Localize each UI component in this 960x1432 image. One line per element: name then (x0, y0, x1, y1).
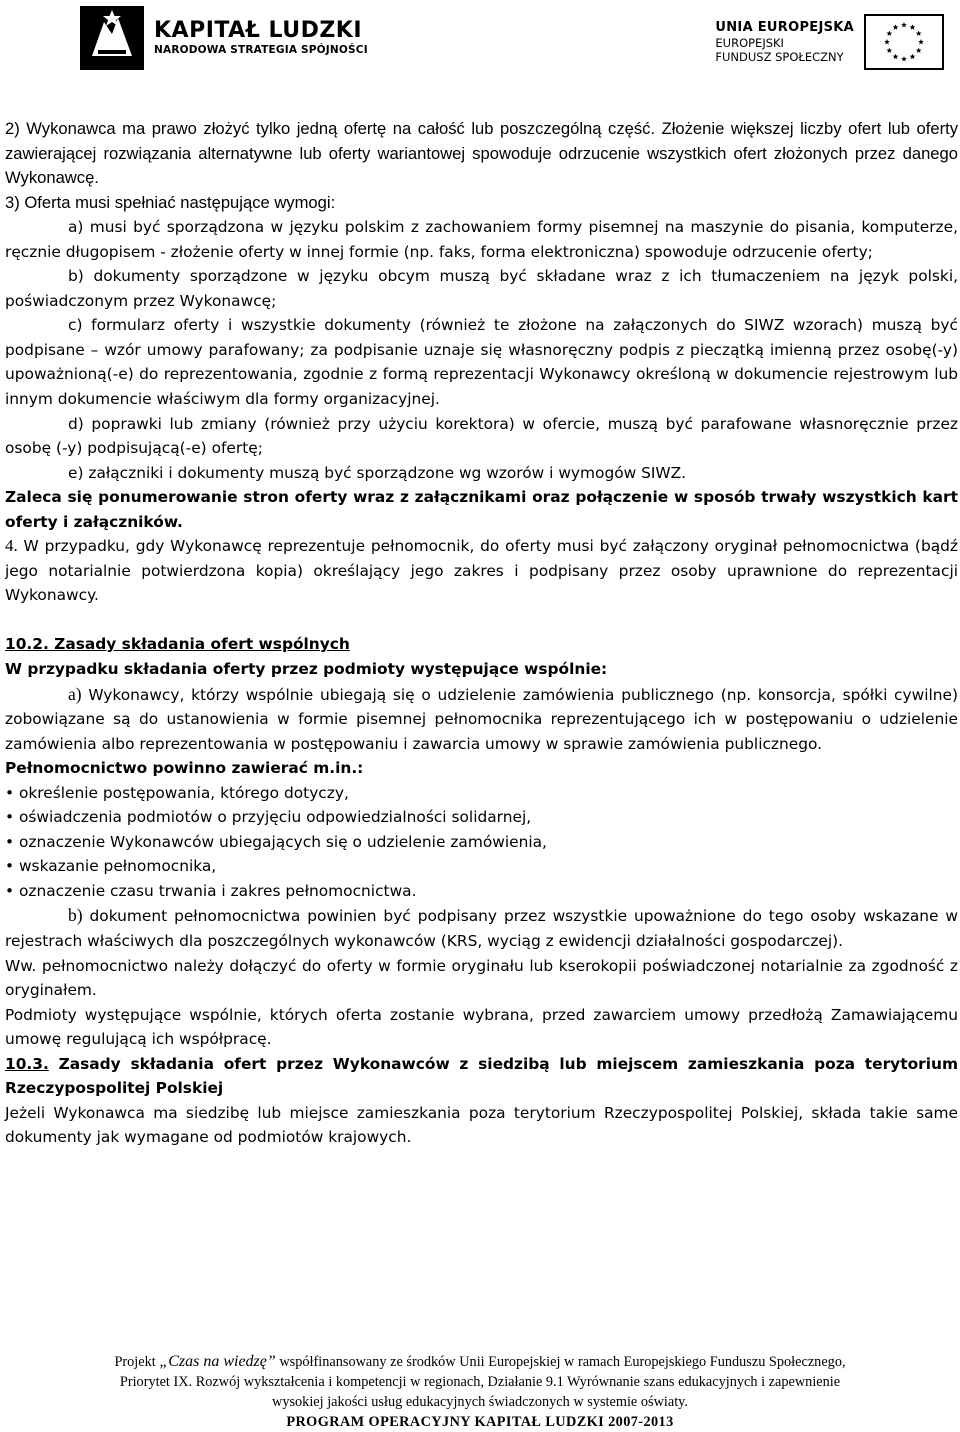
requirement-d: d) poprawki lub zmiany (również przy użyciu korektora) w ofercie, muszą być parafowane własnoręcznie przez osobę (-y) podpisującą(-e) ofertę; (5, 414, 958, 458)
paragraph-3-intro: 3) Oferta musi spełniać następujące wymogi: (5, 192, 336, 212)
page-footer (0, 1352, 960, 1432)
power-of-attorney-heading: Pełnomocnictwo powinno zawierać m.in.: (5, 759, 364, 778)
kapital-ludzki-subtitle: NARODOWA STRATEGIA SPÓJNOŚCI (154, 44, 368, 56)
eu-line2: EUROPEJSKI (715, 36, 784, 50)
section-10-2-heading: 10.2. Zasady składania ofert wspólnych (5, 635, 350, 654)
paragraph-2: 2) Wykonawca ma prawo złożyć tylko jedną ofertę na całość lub poszczególną część. Złożenie większej liczby ofert lub oferty zawierającej rozwiązania alternatywne lub oferty wariantowej spowoduje odrzucenie wszystkich ofert złożonych przez danego Wykonawcę. (5, 119, 958, 188)
joint-b: b) dokument pełnomocnictwa powinien być podpisany przez wszystkie upoważnione do tego osoby wskazane w rejestrach właściwych dla poszczególnych wykonawców (KRS, wyciąg z ewidencji działalności gospodarczej). (5, 905, 958, 950)
paragraph-4-text: W przypadku, gdy Wykonawcę reprezentuje pełnomocnik, do oferty musi być załączony oryginał pełnomocnictwa (bądź jego notarialnie potwierdzona kopia) określający jego zakres i podpisany przez osoby uprawnione do reprezentacji Wykonawcy. (5, 537, 958, 605)
eu-logo (715, 14, 944, 70)
kapital-ludzki-logo-icon (78, 4, 146, 72)
eu-flag-icon (864, 14, 944, 70)
section-10-2-subheading: W przypadku składania oferty przez podmioty występujące wspólnie: (5, 659, 608, 678)
list-item: • oznaczenie czasu trwania i zakres pełnomocnictwa. (5, 881, 417, 900)
bold-recommendation: Zaleca się ponumerowanie stron oferty wraz z załącznikami oraz połączenie w sposób trwały wszystkich kart oferty i załączników. (5, 488, 958, 531)
document-body (5, 117, 958, 1150)
list-item: • oznaczenie Wykonawców ubiegających się o udzielenie zamówienia, (5, 832, 547, 851)
paragraph-4 (5, 534, 958, 608)
project-title: „Czas na wiedzę” (159, 1353, 276, 1370)
requirement-e: e) załączniki i dokumenty muszą być sporządzone wg wzorów i wymogów SIWZ. (68, 463, 687, 482)
section-10-3-heading: 10.3. Zasady składania ofert przez Wykonawców z siedzibą lub miejscem zamieszkania poza terytorium Rzeczypospolitej Polskiej (5, 1054, 958, 1098)
list-item: • określenie postępowania, którego dotyczy, (5, 783, 349, 802)
footer-line-1: Projekt „Czas na wiedzę” współfinansowany ze środków Unii Europejskiej w ramach Europejskiego Funduszu Społecznego, (114, 1353, 846, 1370)
ww-paragraph: Ww. pełnomocnictwo należy dołączyć do oferty w formie oryginału lub kserokopii poświadczonej notarialnie za zgodność z oryginałem. (5, 956, 958, 1000)
footer-line-3: wysokiej jakości usług edukacyjnych świadczonych w systemie oświaty. (272, 1394, 688, 1410)
podmioty-paragraph: Podmioty występujące wspólnie, których oferta zostanie wybrana, przed zawarciem umowy przedłożą Zamawiającemu umowę regulującą ich współpracę. (5, 1005, 958, 1049)
joint-a: a) Wykonawcy, którzy wspólnie ubiegają się o udzielenie zamówienia publicznego (np. konsorcja, spółki cywilne) zobowiązane są do ustanowienia w formie pisemnej pełnomocnika reprezentującego ich w postępowaniu o udzielenie zamówienia albo reprezentowania w postępowaniu i zawarcia umowy w sprawie zamówienia publicznego. (5, 683, 958, 753)
kapital-ludzki-title: KAPITAŁ LUDZKI (154, 18, 363, 43)
bullet-list (5, 781, 958, 904)
footer-program-name: PROGRAM OPERACYJNY KAPITAŁ LUDZKI 2007-2013 (286, 1414, 674, 1430)
list-item: • oświadczenia podmiotów o przyjęciu odpowiedzialności solidarnej, (5, 808, 532, 827)
eu-line3: FUNDUSZ SPOŁECZNY (715, 50, 844, 64)
requirement-b: b) dokumenty sporządzone w języku obcym muszą być składane wraz z ich tłumaczeniem na język polski, poświadczonym przez Wykonawcę; (5, 267, 958, 310)
eu-line1: UNIA EUROPEJSKA (715, 20, 854, 35)
requirement-c: c) formularz oferty i wszystkie dokumenty (również te złożone na załączonych do SIWZ wzorach) muszą być podpisane – wzór umowy parafowany; za podpisanie uznaje się własnoręczny podpis z pieczątką imienną przez osobę(-y) upoważnioną(-e) do reprezentowania, zgodnie z formą reprezentacji Wykonawcy określoną w dokumencie rejestrowym lub innym dokumencie właściwym dla formy organizacyjnej. (5, 316, 958, 409)
requirement-a: a) musi być sporządzona w języku polskim z zachowaniem formy pisemnej na maszynie do pisania, komputerze, ręcznie długopisem - złożenie oferty w innej formie (np. faks, forma elektroniczna) spowoduje odrzucenie oferty; (5, 218, 958, 261)
paragraph-4-number: 4. (5, 536, 18, 556)
last-paragraph: Jeżeli Wykonawca ma siedzibę lub miejsce zamieszkania poza terytorium Rzeczypospolitej Polskiej, składa takie same dokumenty jak wymagane od podmiotów krajowych. (5, 1103, 958, 1147)
list-item: • wskazanie pełnomocnika, (5, 857, 217, 876)
footer-line-2: Priorytet IX. Rozwój wykształcenia i kompetencji w regionach, Działanie 9.1 Wyrównanie szans edukacyjnych i zapewnienie (119, 1374, 841, 1390)
header-logos (0, 0, 960, 100)
kapital-ludzki-logo (78, 4, 368, 72)
